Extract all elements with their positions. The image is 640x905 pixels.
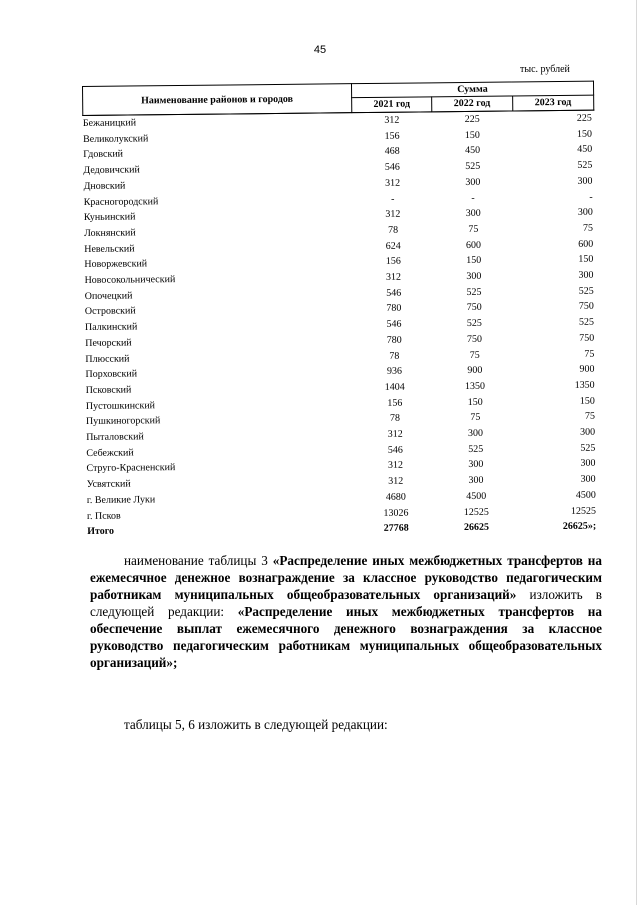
value-2021: - bbox=[390, 193, 395, 205]
value-2021: 156 bbox=[384, 130, 400, 142]
value-2022: 525 bbox=[466, 286, 482, 298]
value-2023: 525 bbox=[578, 316, 595, 328]
value-2022: 300 bbox=[467, 427, 484, 440]
row-name: Локнянский bbox=[83, 227, 136, 239]
row-name: Новосокольнический bbox=[84, 274, 176, 287]
row-name: г. Псков bbox=[86, 510, 121, 522]
value-2022: 225 bbox=[464, 113, 480, 125]
value-2021: 78 bbox=[387, 224, 399, 236]
new-table-title: «Распределение иных межбюджетных трансфертов на обеспечение выплат ежемесячного денежного вознаграждения за классное руководство педагогическим работникам муниципальных общеобразовательных организаций»; bbox=[90, 604, 602, 670]
value-2021: 312 bbox=[387, 428, 403, 440]
value-2023: 300 bbox=[578, 269, 594, 281]
total-2021: 27768 bbox=[383, 522, 409, 535]
value-2023: 750 bbox=[578, 301, 594, 313]
value-2023: 300 bbox=[577, 175, 593, 187]
value-2021: 312 bbox=[385, 271, 402, 283]
row-name: Дедовичский bbox=[83, 164, 140, 177]
value-2022: 900 bbox=[467, 365, 483, 377]
row-name: Пушкиногорский bbox=[85, 415, 161, 428]
value-2022: 525 bbox=[468, 443, 484, 455]
budget-table-container bbox=[82, 81, 599, 540]
value-2021: 156 bbox=[387, 397, 403, 409]
row-name: Палкинский bbox=[84, 321, 138, 334]
budget-table bbox=[82, 81, 599, 540]
value-2021: 546 bbox=[386, 287, 402, 299]
value-2023: 525 bbox=[577, 159, 593, 171]
row-name: Дновский bbox=[83, 180, 126, 192]
value-2021: 156 bbox=[385, 255, 401, 268]
value-2023: 300 bbox=[580, 426, 596, 438]
value-2021: 780 bbox=[386, 303, 402, 315]
row-name: Печорский bbox=[85, 337, 132, 349]
row-name: Новоржевский bbox=[84, 258, 148, 271]
value-2023: 75 bbox=[582, 222, 594, 234]
value-2022: 750 bbox=[466, 302, 482, 314]
value-2023: - bbox=[589, 191, 593, 203]
value-2021: 468 bbox=[384, 146, 400, 158]
value-2022: 525 bbox=[465, 160, 481, 173]
row-name: г. Великие Луки bbox=[86, 494, 156, 506]
value-2021: 546 bbox=[384, 161, 400, 173]
value-2023: 225 bbox=[576, 112, 592, 124]
value-2021: 78 bbox=[389, 413, 401, 425]
value-2022: 300 bbox=[465, 176, 481, 188]
units-label: тыс. рублей bbox=[520, 64, 570, 75]
paragraph-middle: изложить в следующей редакции: bbox=[90, 587, 602, 619]
value-2023: 750 bbox=[579, 332, 595, 344]
paragraph-tables-5-6 bbox=[90, 716, 602, 733]
value-2022: 150 bbox=[466, 255, 482, 267]
value-2021: 1404 bbox=[384, 381, 405, 393]
value-2022: 450 bbox=[464, 145, 481, 157]
value-2022: 300 bbox=[468, 474, 484, 487]
value-2022: - bbox=[471, 192, 475, 204]
header-sum: Сумма bbox=[351, 81, 593, 97]
value-2021: 312 bbox=[384, 177, 401, 189]
value-2022: 300 bbox=[465, 208, 481, 220]
value-2021: 4680 bbox=[385, 491, 406, 503]
paragraph-table3-rename bbox=[90, 552, 602, 671]
value-2023: 525 bbox=[580, 442, 596, 454]
paragraph-lead: наименование таблицы 3 bbox=[124, 553, 273, 568]
total-2023: 26625»; bbox=[562, 520, 597, 533]
value-2023: 150 bbox=[579, 395, 595, 407]
total-label: Итого bbox=[87, 525, 115, 538]
row-name: Великолукский bbox=[82, 133, 149, 145]
value-2021: 624 bbox=[385, 240, 401, 252]
value-2021: 78 bbox=[389, 350, 400, 362]
header-year-2021: 2021 год bbox=[351, 97, 431, 113]
value-2023: 75 bbox=[584, 411, 596, 423]
value-2021: 936 bbox=[386, 365, 403, 378]
value-2021: 546 bbox=[387, 444, 403, 456]
row-name: Опочецкий bbox=[84, 290, 133, 302]
row-name: Себежский bbox=[86, 447, 134, 459]
row-name: Пустошкинский bbox=[85, 399, 156, 412]
value-2023: 450 bbox=[577, 144, 593, 156]
value-2022: 300 bbox=[466, 270, 482, 283]
value-2022: 300 bbox=[468, 459, 484, 471]
row-name: Струго-Красненский bbox=[86, 462, 176, 475]
value-2023: 300 bbox=[580, 473, 596, 485]
row-name: Псковский bbox=[85, 384, 132, 396]
value-2023: 600 bbox=[578, 238, 594, 250]
value-2023: 150 bbox=[578, 253, 594, 266]
value-2022: 150 bbox=[467, 396, 483, 408]
value-2022: 75 bbox=[469, 349, 480, 361]
row-name: Усвятский bbox=[86, 478, 131, 491]
row-name: Островский bbox=[84, 305, 136, 318]
value-2021: 546 bbox=[386, 318, 402, 330]
value-2021: 312 bbox=[387, 460, 404, 472]
value-2021: 13026 bbox=[383, 507, 409, 519]
value-2022: 600 bbox=[465, 239, 482, 251]
value-2023: 150 bbox=[576, 128, 593, 140]
row-name: Красногородский bbox=[83, 195, 159, 208]
value-2023: 75 bbox=[584, 348, 595, 360]
old-table-title: «Распределение иных межбюджетных трансфертов на ежемесячное денежное вознаграждение за классное руководство педагогическим работникам муниципальных общеобразовательных организаций» bbox=[90, 553, 602, 602]
value-2023: 1350 bbox=[574, 379, 595, 391]
value-2022: 150 bbox=[464, 129, 480, 141]
value-2022: 525 bbox=[466, 317, 482, 330]
row-name: Невельский bbox=[84, 243, 135, 255]
value-2021: 780 bbox=[386, 334, 402, 346]
value-2023: 300 bbox=[577, 206, 593, 219]
paragraph2-text: таблицы 5, 6 изложить в следующей редакции: bbox=[124, 717, 388, 732]
row-name: Порховский bbox=[85, 368, 138, 381]
value-2023: 900 bbox=[579, 363, 595, 376]
row-name: Бежаницкий bbox=[82, 117, 137, 129]
page-number: 45 bbox=[313, 44, 327, 56]
value-2022: 75 bbox=[468, 223, 479, 235]
value-2022: 75 bbox=[470, 412, 481, 424]
value-2022: 12525 bbox=[463, 506, 489, 518]
scan-edge-line bbox=[636, 0, 637, 905]
header-name: Наименование районов и городов bbox=[83, 84, 352, 116]
header-year-2022: 2022 год bbox=[432, 96, 512, 112]
value-2021: 312 bbox=[388, 475, 404, 487]
total-2022: 26625 bbox=[463, 522, 490, 534]
row-name: Плюсский bbox=[85, 353, 130, 365]
value-2023: 300 bbox=[580, 458, 596, 470]
value-2023: 525 bbox=[578, 285, 594, 297]
value-2021: 312 bbox=[385, 208, 401, 221]
value-2023: 12525 bbox=[570, 505, 597, 517]
table-body bbox=[83, 110, 598, 540]
value-2023: 4500 bbox=[575, 489, 596, 501]
row-name: Пыталовский bbox=[86, 431, 144, 444]
header-year-2023: 2023 год bbox=[512, 95, 594, 111]
row-name: Гдовский bbox=[83, 148, 124, 161]
value-2021: 312 bbox=[384, 114, 400, 126]
row-name: Куньинский bbox=[83, 211, 136, 224]
value-2022: 4500 bbox=[466, 490, 487, 502]
value-2022: 750 bbox=[466, 333, 483, 345]
value-2022: 1350 bbox=[464, 380, 486, 392]
